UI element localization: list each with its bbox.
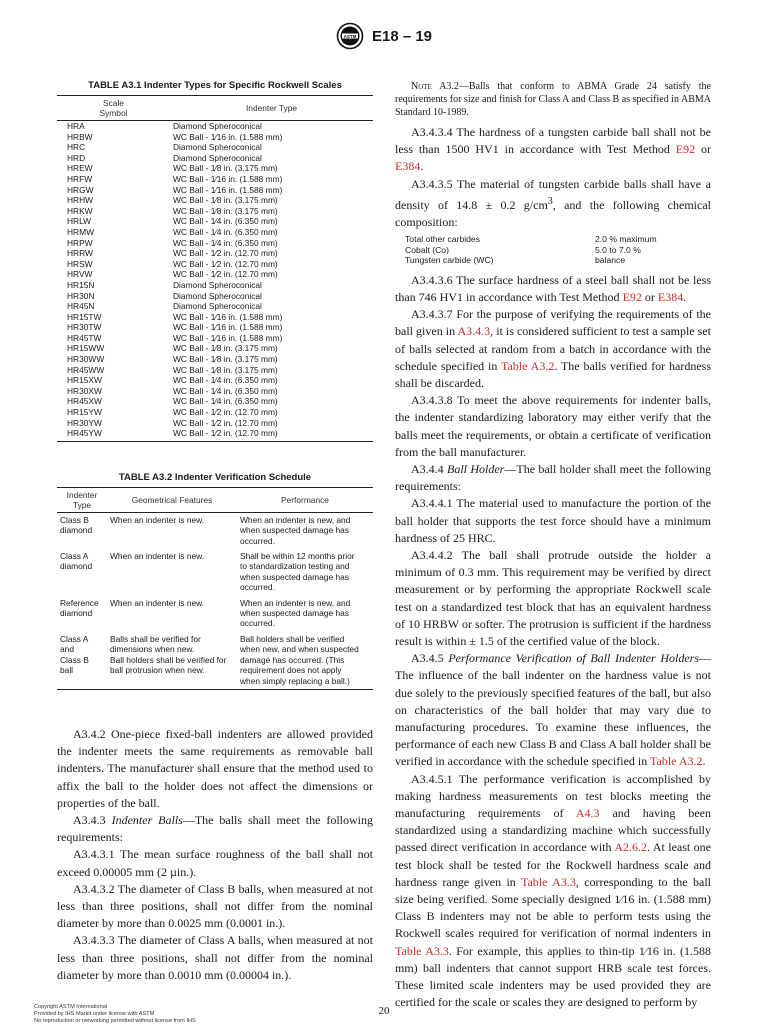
geometrical-features-cell <box>107 596 237 632</box>
scale-symbol-cell: HRC <box>67 142 86 153</box>
scale-symbol-cell: HR15N <box>67 279 95 290</box>
table-row <box>57 185 373 196</box>
table-row <box>57 174 373 185</box>
scale-symbol-cell: HRFW <box>67 173 93 184</box>
composition-amount: 2.0 % maximum <box>595 234 657 245</box>
page-number: 20 <box>378 1005 390 1017</box>
cell-line: When an indenter is new. <box>110 551 205 562</box>
link-table-a3-2[interactable]: Table A3.2 <box>650 754 703 769</box>
scale-symbol-cell: HR15XW <box>67 375 102 386</box>
table-row <box>57 142 373 153</box>
link-e384[interactable]: E384 <box>395 159 421 174</box>
para-a3-4-3-2: A3.4.3.2 The diameter of Class B balls, when measured at not less than three positions, shall not differ from the nominal diameter by more than 0.0025 mm (0.0001 in.). <box>57 881 373 931</box>
indenter-type-cell: WC Ball - 1⁄8 in. (3.175 mm) <box>173 364 278 375</box>
scale-symbol-cell: HRBW <box>67 131 93 142</box>
cell-line: when new, and when suspected <box>240 644 359 655</box>
table-a3-1-title: TABLE A3.1 Indenter Types for Specific Rockwell Scales <box>88 80 342 91</box>
indenter-type-cell: WC Ball - 1⁄4 in. (6.350 mm) <box>173 237 278 248</box>
scale-symbol-cell: HR30N <box>67 290 95 301</box>
indenter-type-cell: WC Ball - 1⁄16 in. (1.588 mm) <box>173 173 283 184</box>
indenter-type-cell: WC Ball - 1⁄4 in. (6.350 mm) <box>173 396 278 407</box>
table-a3-2-title: TABLE A3.2 Indenter Verification Schedule <box>118 471 312 483</box>
indenter-type-cell: WC Ball - 1⁄2 in. (12.70 mm) <box>173 407 278 418</box>
cell-line: Class B <box>60 654 89 665</box>
table-row <box>57 418 373 429</box>
performance-cell <box>237 549 373 596</box>
table-row <box>57 596 373 632</box>
scale-symbol-cell: HR45TW <box>67 332 102 343</box>
performance-cell <box>237 632 373 690</box>
composition-row <box>405 245 711 256</box>
para-a3-4-5-1: A3.4.5.1 The performance verification is accomplished by making hardness measurements on test blocks meeting the manufacturing requirements of A4.3 and having been standardized using a standardizing machine which successfully passed direct verification in accordance with A2.6.2. At least one test block shall be tested for the Rockwell hardness scale and hardness range given in Table A3.3, corresponding to the ball size being verified. Some specially designed 1⁄16 in. (1.588 mm) Class B indenters may not be able to perform tests using the Rockwell scales required for verification of normal indenters in Table A3.3. For example, this applies to thin-tip 1⁄16 in. (1.588 mm) ball indenters that cannot support HRB scale test forces. These limited scale indenters may be used provided they are certified for the scale or scales they are designed to perform by <box>395 771 712 1010</box>
table-row <box>57 428 373 441</box>
left-column <box>57 80 373 984</box>
cell-line: Ball holders shall be verified <box>240 633 345 644</box>
indenter-type-cell: WC Ball - 1⁄4 in. (6.350 mm) <box>173 385 278 396</box>
table-row <box>57 280 373 291</box>
indenter-type-cell: WC Ball - 1⁄8 in. (3.175 mm) <box>173 163 278 174</box>
scale-symbol-cell: HR30WW <box>67 354 105 365</box>
indenter-type-cell: WC Ball - 1⁄16 in. (1.588 mm) <box>173 322 283 333</box>
indenter-type-cell: WC Ball - 1⁄8 in. (3.175 mm) <box>173 343 278 354</box>
composition-row <box>405 255 711 266</box>
standard-designation: E18 – 19 <box>371 27 433 45</box>
indenter-type-cell: WC Ball - 1⁄16 in. (1.588 mm) <box>173 184 283 195</box>
link-e92[interactable]: E92 <box>675 142 696 157</box>
scale-symbol-cell: HRA <box>67 121 85 131</box>
para-a3-4-4-1: A3.4.4.1 The material used to manufacture the portion of the ball holder that supports the test force should have a minimum hardness of 25 HRC. <box>395 496 711 545</box>
cell-line: occurred. <box>240 535 275 546</box>
indenter-type-cell: Diamond Spheroconical <box>173 279 262 290</box>
geometrical-features-cell <box>107 549 237 596</box>
table-row <box>57 291 373 302</box>
indenter-type-cell <box>57 512 107 549</box>
copyright-notice: Copyright ASTM International Provided by IHS Markit under license with ASTM No reproduction or networking permitted without license from IHS <box>34 1004 196 1024</box>
cell-line: ball protrusion when new. <box>110 665 205 676</box>
indenter-type-cell: Diamond Spheroconical <box>173 152 262 163</box>
scale-symbol-cell: HRPW <box>67 237 93 248</box>
cell-line: when suspected damage has <box>240 525 349 536</box>
scale-symbol-cell: HR45N <box>67 301 95 312</box>
para-a3-4-3-1: A3.4.3.1 The mean surface roughness of the ball shall not exceed 0.00005 mm (2 µin.). <box>57 847 373 879</box>
table-row <box>57 312 373 323</box>
cell-line: Class B <box>60 514 89 525</box>
indenter-type-cell: Diamond Spheroconical <box>173 142 262 153</box>
composition-component: Cobalt (Co) <box>405 244 449 255</box>
cell-line: requirement does not apply <box>240 665 342 676</box>
composition-component: Total other carbides <box>405 234 480 245</box>
table-row <box>57 238 373 249</box>
cell-line: Ball holders shall be verified for <box>110 654 227 665</box>
cell-line: when simply replacing a ball.) <box>240 675 350 686</box>
indenter-type-cell: Diamond Spheroconical <box>173 301 262 312</box>
scale-symbol-cell: HRGW <box>67 184 94 195</box>
scale-symbol-cell: HR45WW <box>67 364 105 375</box>
para-a3-4-3-4: A3.4.3.4 The hardness of a tungsten carbide ball shall not be less than 1500 HV1 in accordance with Test Method E92 or E384. <box>395 125 711 174</box>
svg-text:ASTM: ASTM <box>343 33 357 39</box>
para-a3-4-3-6: A3.4.3.6 The surface hardness of a steel ball shall not be less than 746 HV1 in accordance with Test Method E92 or E384. <box>395 272 711 304</box>
astm-logo-icon <box>336 22 364 50</box>
indenter-type-cell: WC Ball - 1⁄8 in. (3.175 mm) <box>173 195 278 206</box>
table-row <box>57 248 373 259</box>
table-row <box>57 163 373 174</box>
scale-symbol-cell: HRLW <box>67 216 92 227</box>
cell-line: diamond <box>60 525 93 536</box>
indenter-type-cell <box>57 632 107 690</box>
performance-cell <box>237 596 373 632</box>
cell-line: When an indenter is new, and <box>240 597 351 608</box>
table-a3-1 <box>57 95 373 442</box>
para-a3-4-4-2: A3.4.4.2 The ball shall protrude outside the holder a minimum of 0.3 mm. This requirement may be verified by direct measurement or by performing the appropriate Rockwell scale test on a standardized test block that has an equivalent hardness of 10 HRBW or softer. The protrusion is sufficient if the hardness result is within ± 1.5 of the certified value of the block. <box>395 547 711 648</box>
indenter-type-cell: WC Ball - 1⁄4 in. (6.350 mm) <box>173 375 278 386</box>
scale-symbol-cell: HR45YW <box>57 428 170 441</box>
para-a3-4-5: A3.4.5 Performance Verification of Ball Indenter Holders—The influence of the ball indenter on the hardness value is not due solely to the previously specified features of the ball, but also on characteristics of the ball holder that may vary due to manufacturing procedures. To examine these influences, the performance of each new Class B and Class A ball holder shall be verified in accordance with the schedule specified in Table A3.2. <box>395 651 711 769</box>
para-a3-4-4: A3.4.4 Ball Holder—The ball holder shall meet the following requirements: <box>395 461 712 494</box>
link-table-a3-3[interactable]: Table A3.3 <box>520 874 576 889</box>
indenter-type-cell: WC Ball - 1⁄2 in. (12.70 mm) <box>170 428 373 441</box>
para-a3-4-3: A3.4.3 Indenter Balls—The balls shall meet the following requirements: <box>57 812 373 845</box>
table-row <box>57 386 373 397</box>
composition-amount: 5.0 to 7.0 % <box>595 244 641 255</box>
scale-symbol-cell: HRVW <box>67 269 93 280</box>
table-row <box>57 322 373 333</box>
para-a3-4-2: A3.4.2 One-piece fixed-ball indenters are allowed provided the indenter meets the same requirements as removable ball indenters. The manufacturer shall ensure that the method used to affix the ball to the holder does not affect the dimensions or properties of the ball. <box>57 726 373 810</box>
indenter-type-cell: WC Ball - 1⁄2 in. (12.70 mm) <box>173 248 278 259</box>
composition-amount: balance <box>595 255 626 266</box>
col-indenter-type: Indenter Type <box>170 96 373 121</box>
link-e92[interactable]: E92 <box>622 289 642 304</box>
table-row <box>57 153 373 164</box>
col-geometrical-features: Geometrical Features <box>107 487 237 512</box>
table-row <box>57 333 373 344</box>
table-row <box>57 227 373 238</box>
table-row <box>57 216 373 227</box>
indenter-type-cell: WC Ball - 1⁄2 in. (12.70 mm) <box>173 417 278 428</box>
table-row <box>57 375 373 386</box>
composition-row <box>405 234 711 245</box>
page-header <box>0 22 768 50</box>
table-row <box>57 632 373 690</box>
link-table-a3-3[interactable]: Table A3.3 <box>395 943 449 958</box>
indenter-type-cell: WC Ball - 1⁄4 in. (6.350 mm) <box>173 226 278 237</box>
table-row <box>57 206 373 217</box>
scale-symbol-cell: HR30TW <box>67 322 102 333</box>
cell-line: occurred. <box>240 582 275 593</box>
cell-line: When an indenter is new. <box>110 514 205 525</box>
col-indenter-type: Indenter Type <box>57 487 107 512</box>
geometrical-features-cell <box>107 512 237 549</box>
table-row <box>57 259 373 270</box>
scale-symbol-cell: HRD <box>67 152 86 163</box>
table-row <box>57 132 373 143</box>
cell-line: dimensions when new. <box>110 644 195 655</box>
cell-line: Balls shall be verified for <box>110 633 201 644</box>
table-row <box>57 343 373 354</box>
scale-symbol-cell: HR45XW <box>67 396 102 407</box>
indenter-type-cell: WC Ball - 1⁄8 in. (3.175 mm) <box>173 205 278 216</box>
cell-line: When an indenter is new, and <box>240 514 351 525</box>
link-e384[interactable]: E384 <box>657 289 684 304</box>
indenter-type-cell <box>57 596 107 632</box>
table-row <box>57 396 373 407</box>
indenter-type-cell: WC Ball - 1⁄16 in. (1.588 mm) <box>173 131 283 142</box>
table-row <box>57 269 373 280</box>
cell-line: Class A <box>60 633 89 644</box>
table-a3-1-body <box>57 121 373 442</box>
col-scale-symbol: Scale Symbol <box>57 96 170 121</box>
cell-line: ball <box>60 665 74 676</box>
scale-symbol-cell: HRSW <box>67 258 93 269</box>
composition-component: Tungsten carbide (WC) <box>405 255 494 266</box>
table-a3-2 <box>57 487 373 690</box>
para-a3-4-3-3: A3.4.3.3 The diameter of Class A balls, when measured at not less than three positions, shall not differ from the nominal diameter by more than 0.0010 mm (0.00004 in.). <box>57 933 373 982</box>
scale-symbol-cell: HR15YW <box>67 407 102 418</box>
table-row <box>57 195 373 206</box>
indenter-type-cell <box>57 549 107 596</box>
table-a3-2-body <box>57 512 373 689</box>
cell-line: Class A <box>60 551 89 562</box>
scale-symbol-cell: HRKW <box>67 205 93 216</box>
cell-line: when suspected damage has <box>240 608 349 619</box>
link-a3-4-3[interactable]: A3.4.3 <box>457 324 491 339</box>
scale-symbol-cell: HRRW <box>67 248 93 259</box>
table-row <box>57 365 373 376</box>
right-column <box>395 80 711 1011</box>
cell-line: Shall be within 12 months prior <box>240 551 355 562</box>
indenter-type-cell: WC Ball - 1⁄8 in. (3.175 mm) <box>173 354 278 365</box>
link-table-a3-2[interactable]: Table A3.2 <box>500 358 555 373</box>
indenter-type-cell: WC Ball - 1⁄2 in. (12.70 mm) <box>173 269 278 280</box>
link-a2-6-2[interactable]: A2.6.2 <box>614 840 647 855</box>
cell-line: diamond <box>60 608 93 619</box>
scale-symbol-cell: HR15WW <box>67 343 105 354</box>
note-a3-2: Note A3.2—Balls that conform to ABMA Grade 24 satisfy the requirements for size and finish for Class A and Class B as specified in ABMA Standard 10-1989. <box>395 81 711 118</box>
table-row <box>57 549 373 596</box>
table-row <box>57 512 373 549</box>
scale-symbol-cell: HR30YW <box>67 417 102 428</box>
scale-symbol-cell: HREW <box>67 163 93 174</box>
para-a3-4-3-5: A3.4.3.5 The material of tungsten carbide balls shall have a density of 14.8 ± 0.2 $g/cm^3$, and the following chemical composition: <box>395 176 711 230</box>
performance-cell <box>237 512 373 549</box>
geometrical-features-cell <box>107 632 237 690</box>
indenter-type-cell: Diamond Spheroconical <box>173 290 262 301</box>
chemical-composition-list <box>405 234 711 266</box>
indenter-type-cell: WC Ball - 1⁄16 in. (1.588 mm) <box>173 332 283 343</box>
indenter-type-cell: WC Ball - 1⁄4 in. (6.350 mm) <box>173 216 278 227</box>
indenter-type-cell: WC Ball - 1⁄16 in. (1.588 mm) <box>173 311 283 322</box>
link-a4-3[interactable]: A4.3 <box>575 806 600 821</box>
table-row <box>57 121 373 132</box>
cell-line: and <box>60 644 74 655</box>
cell-line: diamond <box>60 561 93 572</box>
scale-symbol-cell: HRMW <box>67 226 94 237</box>
cell-line: damage has occurred. (This <box>240 654 345 665</box>
cell-line: occurred. <box>240 618 275 629</box>
cell-line: When an indenter is new. <box>110 597 205 608</box>
para-a3-4-3-8: A3.4.3.8 To meet the above requirements for indenter balls, the indenter standardizing laboratory may either verify that the balls meet the requirements, or obtain a certificate of verification from the ball manufacturer. <box>395 393 711 459</box>
table-row <box>57 354 373 365</box>
table-row <box>57 407 373 418</box>
scale-symbol-cell: HRHW <box>67 195 94 206</box>
cell-line: Reference <box>60 597 99 608</box>
col-performance: Performance <box>237 487 373 512</box>
cell-line: when suspected damage has <box>240 571 349 582</box>
scale-symbol-cell: HR15TW <box>67 311 102 322</box>
indenter-type-cell: Diamond Spheroconical <box>173 121 262 131</box>
indenter-type-cell: WC Ball - 1⁄2 in. (12.70 mm) <box>173 258 278 269</box>
scale-symbol-cell: HR30XW <box>67 385 102 396</box>
para-a3-4-3-7: A3.4.3.7 For the purpose of verifying the requirements of the ball given in A3.4.3, it is considered sufficient to test a sample set of balls selected at random from a batch in accordance with the schedule specified in Table A3.2. The balls verified for hardness shall be discarded. <box>395 307 711 390</box>
cell-line: to standardization testing and <box>240 561 350 572</box>
table-row <box>57 301 373 312</box>
